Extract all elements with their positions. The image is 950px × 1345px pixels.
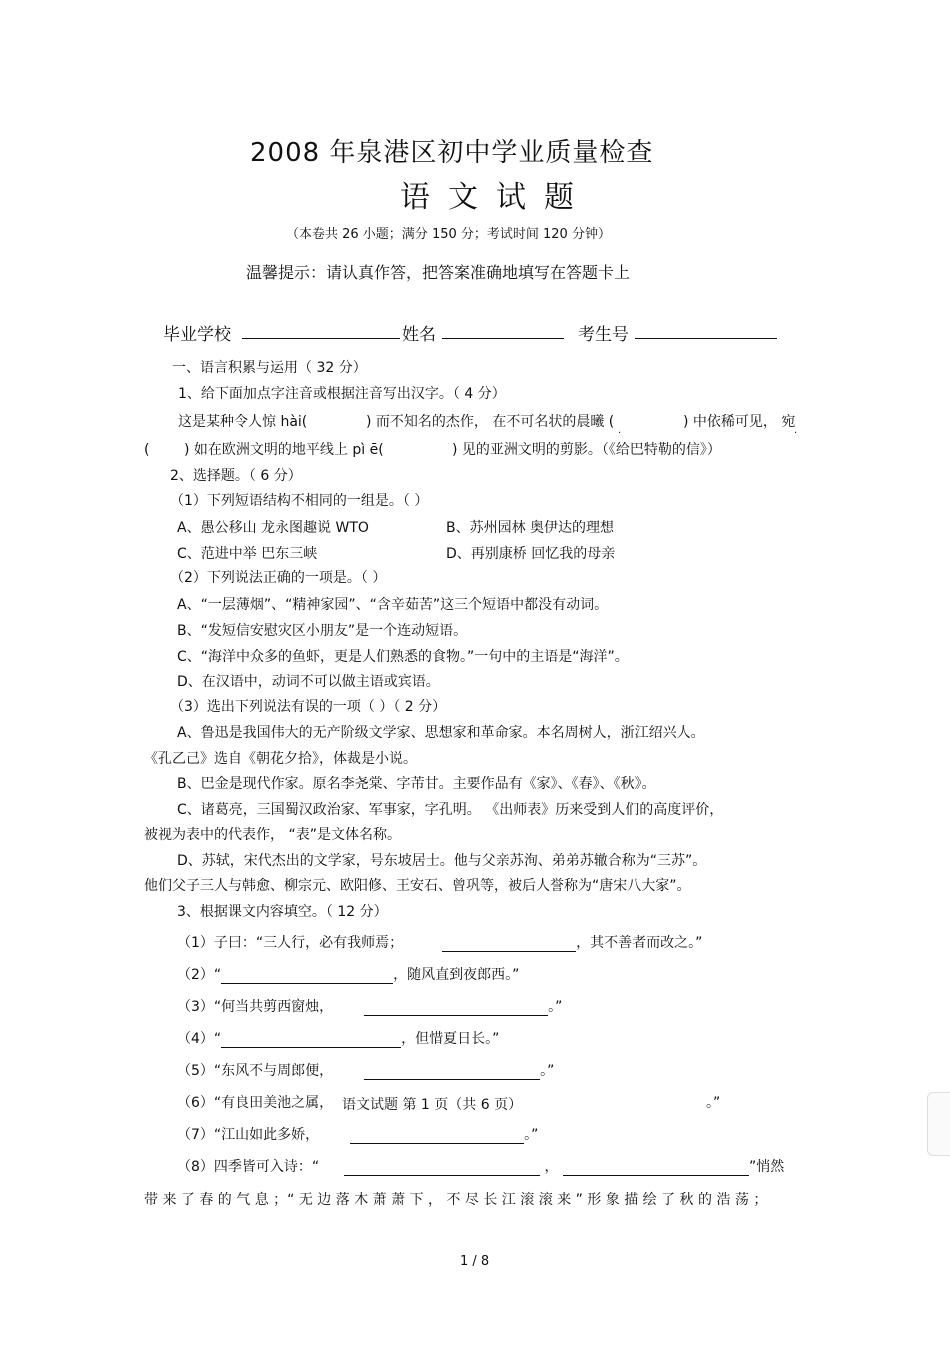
q3-item-1: [177, 934, 702, 952]
q3-item-post: 。”: [706, 1095, 721, 1111]
q2-part2-option-d: D、在汉语中，动词不可以做主语或宾语。: [177, 674, 440, 690]
q3-item-post: 。”: [524, 1127, 539, 1143]
section1-heading: 一、语言积累与运用（ 32 分）: [172, 360, 367, 376]
q2-part3-option-a: A、鲁迅是我国伟大的无产阶级文学家、思想家和革命家。本名周树人，浙江绍兴人。: [177, 725, 705, 741]
school-label: 毕业学校: [163, 325, 231, 345]
q2-part3-option-a-cont: 《孔乙己》选自《朝花夕拾》，体裁是小说。: [144, 751, 417, 767]
q3-item-post: 。”: [548, 999, 563, 1015]
q3-item-7: [177, 1126, 538, 1144]
school-field[interactable]: [242, 338, 400, 339]
q1-line2-a: (: [144, 442, 150, 458]
q3-item-4: [177, 1030, 499, 1048]
q3-item-pre: （2）“: [177, 967, 222, 983]
blank-field[interactable]: [350, 1127, 524, 1144]
q2-part2-title: （2）下列说法正确的一项是。（ ）: [170, 570, 387, 586]
q2-part3-option-b: B、巴金是现代作家。原名李尧棠、字芾甘。主要作品有《家》、《春》、《秋》。: [177, 776, 656, 792]
exam-note: （本卷共 26 小题；满分 150 分；考试时间 120 分钟）: [286, 227, 611, 242]
exam-title: 2008 年泉港区初中学业质量检查: [250, 138, 654, 168]
q3-item-post: ”悄然: [748, 1159, 785, 1175]
q3-item-post: ，随风直到夜郎西。”: [393, 967, 520, 983]
id-label: 考生号: [578, 325, 629, 345]
q3-item-pre: （7）“江山如此多娇，: [177, 1127, 320, 1143]
page-footer-overlay: 语文试题 第 1 页（共 6 页）: [342, 1097, 523, 1113]
q2-part1-option-d: D、再别康桥 回忆我的母亲: [446, 546, 616, 562]
q3-item-pre: （4）“: [177, 1031, 222, 1047]
q2-part2-option-c: C、“海洋中众多的鱼虾，更是人们熟悉的食物。”一句中的主语是“海洋”。: [177, 649, 629, 665]
q2-part3-option-c-cont: 被视为表中的代表作， “表”是文体名称。: [144, 827, 401, 843]
page-indicator: 1 / 8: [460, 1254, 490, 1269]
emphasis-dot: ·: [794, 428, 798, 439]
blank-field[interactable]: [563, 1159, 749, 1176]
q3-item-8: [177, 1158, 784, 1176]
blank-field[interactable]: [364, 1063, 540, 1080]
q2-part3-option-d: D、苏轼，宋代杰出的文学家，号东坡居士。他与父亲苏洵、弟弟苏辙合称为“三苏”。: [177, 853, 707, 869]
q3-item-3: [177, 998, 562, 1016]
q1-line1-a: 这是某种令人惊 hài(: [178, 414, 308, 430]
q1-line2-c: ) 见的亚洲文明的剪影。（《给巴特勒的信》）: [452, 442, 721, 458]
blank-field[interactable]: [364, 999, 548, 1016]
q2-part1-title: （1）下列短语结构不相同的一组是。（ ）: [170, 493, 429, 509]
name-field[interactable]: [442, 338, 564, 339]
q2-part3-option-c: C、诸葛亮，三国蜀汉政治家、军事家，字孔明。 《出师表》历来受到人们的高度评价，: [177, 802, 724, 818]
q3-item-post: ，其不善者而改之。”: [576, 935, 703, 951]
id-field[interactable]: [635, 338, 777, 339]
q3-item-2: [177, 966, 519, 984]
q3-item-pre: （8）四季皆可入诗：“: [177, 1159, 320, 1175]
blank-field[interactable]: [442, 935, 576, 952]
q3-item-pre: （1）子曰：“三人行，必有我师焉；: [177, 935, 404, 951]
blank-field[interactable]: [221, 967, 393, 984]
q2-title: 2、选择题。（ 6 分）: [170, 468, 302, 484]
q1-title: 1、给下面加点字注音或根据注音写出汉字。（ 4 分）: [178, 386, 506, 402]
q3-title: 3、根据课文内容填空。（ 12 分）: [177, 904, 388, 920]
q2-part3-title: （3）选出下列说法有误的一项（ ）（ 2 分）: [170, 699, 447, 715]
q2-part1-option-a: A、愚公移山 龙永图趣说 WTO: [177, 520, 369, 536]
emphasis-dot: ·: [618, 428, 622, 439]
q2-part2-option-b: B、“发短信安慰灾区小朋友”是一个连动短语。: [177, 623, 468, 639]
q2-part1-option-c: C、范进中举 巴东三峡: [177, 546, 318, 562]
q3-item-6: （6）“有良田美池之属，: [177, 1095, 334, 1111]
q2-part1-option-b: B、苏州园林 奥伊达的理想: [446, 520, 615, 536]
q3-item-mid: ，: [544, 1159, 559, 1175]
q3-item-8-cont: 带 来 了 春 的 气 息 ；“ 无 边 落 木 萧 萧 下 ， 不 尽 长 江 滚 滚 来 ” 形 象 描 绘 了 秋 的 浩 荡 ；: [144, 1192, 768, 1208]
q2-part2-option-a: A、“一层薄烟”、“精神家园”、“含辛茹苦”这三个短语中都没有动词。: [177, 597, 609, 613]
q1-line1-b: ) 而不知名的杰作， 在不可名状的晨曦 (: [366, 414, 615, 430]
exam-tip: 温馨提示：请认真作答，把答案准确地填写在答题卡上: [246, 263, 631, 282]
q3-item-pre: （5）“东风不与周郎便，: [177, 1063, 334, 1079]
scroll-handle[interactable]: [927, 1092, 950, 1156]
exam-subject-title: 语文试题: [400, 180, 592, 215]
q1-line2-b: ) 如在欧洲文明的地平线上 pì ē(: [184, 442, 384, 458]
q3-item-5: [177, 1062, 554, 1080]
q3-item-post: 。”: [540, 1063, 555, 1079]
q3-item-post: ，但惜夏日长。”: [401, 1031, 500, 1047]
blank-field[interactable]: [221, 1031, 401, 1048]
q2-part3-option-d-cont: 他们父子三人与韩愈、柳宗元、欧阳修、王安石、曾巩等，被后人誉称为“唐宋八大家”。: [144, 878, 691, 894]
q1-line1-c: ) 中依稀可见， 宛: [683, 414, 796, 430]
name-label: 姓名: [402, 325, 436, 345]
q3-item-pre: （3）“何当共剪西窗烛，: [177, 999, 334, 1015]
blank-field[interactable]: [344, 1159, 540, 1176]
